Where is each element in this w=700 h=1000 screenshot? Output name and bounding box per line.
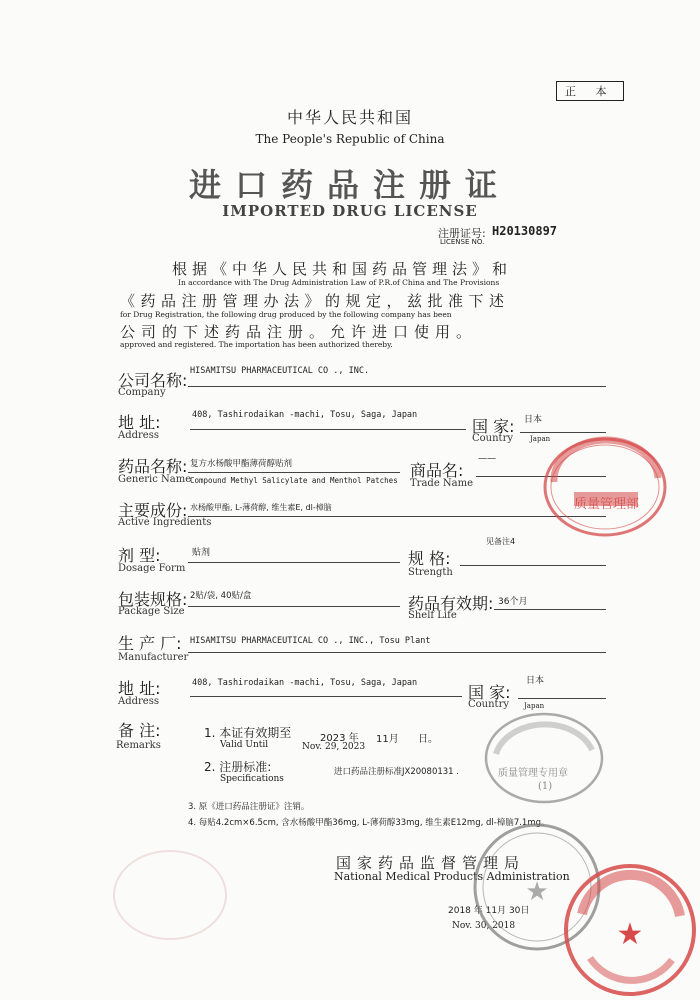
authority-name-zh: 国家药品监督管理局 <box>336 854 526 872</box>
intro-line-1-zh: 根据《中华人民共和国药品管理法》和 <box>172 260 513 278</box>
address-underline <box>190 429 466 430</box>
intro-line-3-zh: 公司的下述药品注册。允许进口使用。 <box>120 323 478 341</box>
package-size-underline <box>188 606 400 607</box>
shelf-life-label-en: Shelf Life <box>408 610 457 621</box>
country-value-zh: 日本 <box>524 415 543 425</box>
svg-text:★: ★ <box>525 877 549 907</box>
company-underline <box>188 386 606 387</box>
manufacturer-address-underline <box>190 696 462 697</box>
remark-1-label: 1. 本证有效期至 <box>204 726 292 740</box>
stamp-2-center-text: 质量管理专用章 <box>498 768 568 779</box>
faint-ghost-stamp <box>110 845 230 945</box>
company-value: HISAMITSU PHARMACEUTICAL CO ., INC. <box>190 366 370 376</box>
issue-date-zh: 2018 年 11月 30日 <box>448 906 530 916</box>
remark-1-month: 11月 <box>376 734 399 745</box>
remarks-label-zh: 备 注: <box>118 721 161 740</box>
address-label-zh: 地 址: <box>118 413 161 432</box>
remark-3: 3. 原《进口药品注册证》注销。 <box>188 802 310 812</box>
country-label-zh: 国 家: <box>472 417 515 436</box>
remark-2-label-en: Specifications <box>220 774 284 784</box>
license-no-label-en: LICENSE NO. <box>440 238 485 246</box>
stamp-1-center-text: 质量管理部 <box>574 497 640 512</box>
trade-name-label-en: Trade Name <box>410 478 474 489</box>
package-size-label-zh: 包装规格: <box>118 590 188 609</box>
remarks-label-en: Remarks <box>116 740 161 751</box>
manufacturer-address-label-zh: 地 址: <box>118 679 161 698</box>
remark-4: 4. 每贴4.2cm×6.5cm, 含水杨酸甲酯36mg, L-薄荷醇33mg, 维生素E12mg, dl-樟脑7.1mg。 <box>188 818 550 828</box>
svg-text:★: ★ <box>616 917 644 952</box>
active-ingredients-value: 水杨酸甲酯, L-薄荷醇, 维生素E, dl-樟脑 <box>190 503 332 512</box>
strength-label-zh: 规 格: <box>408 549 451 568</box>
manufacturer-label-zh: 生 产 厂: <box>118 634 182 653</box>
intro-line-1-en: In accordance with The Drug Administration Law of P.R.of China and The Provisions <box>178 278 500 287</box>
package-size-value: 2贴/袋, 40贴/盒 <box>190 591 252 601</box>
intro-line-3-en: approved and registered. The importation has been authorized thereby. <box>120 340 393 349</box>
country-title-en: The People's Republic of China <box>255 132 445 146</box>
remark-1-label-en: Valid Until <box>220 740 269 750</box>
country-value-en: Japan <box>530 435 551 443</box>
dosage-form-label-en: Dosage Form <box>118 563 186 574</box>
authority-name-en: National Medical Products Administration <box>334 870 570 883</box>
manufacturer-country-value-en: Japan <box>524 702 545 710</box>
generic-name-label-en: Generic Name <box>118 474 192 485</box>
trade-name-value: —— <box>478 454 496 464</box>
company-label-zh: 公司名称: <box>118 371 188 390</box>
generic-name-label-zh: 药品名称: <box>118 457 188 476</box>
license-number: H20130897 <box>492 224 558 238</box>
country-label-en: Country <box>472 433 514 444</box>
manufacturer-value: HISAMITSU PHARMACEUTICAL CO ., INC., Tosu Plant <box>190 636 431 646</box>
company-round-stamp-red <box>560 858 700 1000</box>
package-size-label-en: Package Size <box>118 606 185 617</box>
manufacturer-country-label-en: Country <box>468 699 510 710</box>
manufacturer-address-value: 408, Tashirodaikan -machi, Tosu, Saga, Japan <box>192 678 418 688</box>
strength-underline <box>460 565 606 566</box>
intro-line-2-zh: 《药品注册管理办法》的规定，兹批准下述 <box>120 292 510 310</box>
country-title-zh: 中华人民共和国 <box>286 108 413 127</box>
manufacturer-label-en: Manufacturer <box>118 652 189 663</box>
strength-label-en: Strength <box>408 567 453 578</box>
remark-1-date-en: Nov. 29, 2023 <box>302 742 366 752</box>
trade-name-label-zh: 商品名: <box>410 461 464 480</box>
active-ingredients-label-zh: 主要成份: <box>118 501 188 520</box>
dosage-form-value: 贴剂 <box>192 548 211 558</box>
dosage-form-label-zh: 剂 型: <box>118 546 161 565</box>
strength-value: 见备注4 <box>486 537 516 546</box>
shelf-life-underline <box>494 609 606 610</box>
address-label-en: Address <box>118 430 159 441</box>
remark-1-year: 2023 年 <box>320 733 359 744</box>
shelf-life-label-zh: 药品有效期: <box>408 594 494 613</box>
company-label-en: Company <box>118 387 166 398</box>
generic-name-underline <box>188 472 400 473</box>
manufacturer-country-underline <box>518 698 606 699</box>
active-ingredients-label-en: Active Ingredients <box>118 517 212 528</box>
remark-1-day: 日。 <box>418 734 438 745</box>
stamp-2-number: (1) <box>538 781 553 792</box>
address-value: 408, Tashirodaikan -machi, Tosu, Saga, Japan <box>192 410 418 420</box>
shelf-life-value: 36个月 <box>498 597 528 607</box>
manufacturer-address-label-en: Address <box>118 696 159 707</box>
manufacturer-underline <box>188 652 606 653</box>
remark-2-value: 进口药品注册标准JX20080131 . <box>334 767 459 777</box>
quality-dept-stamp-red <box>540 432 670 542</box>
manufacturer-country-label-zh: 国 家: <box>468 683 511 702</box>
generic-name-value-zh: 复方水杨酸甲酯薄荷醇贴剂 <box>190 459 293 469</box>
manufacturer-country-value-zh: 日本 <box>526 676 545 686</box>
license-no-label: 注册证号: <box>438 227 486 240</box>
issue-date-en: Nov. 30, 2018 <box>452 921 516 931</box>
document-title-zh: 进口药品注册证 <box>188 166 511 204</box>
intro-line-2-en: for Drug Registration, the following drug produced by the following company has been <box>120 310 452 319</box>
remark-2-label: 2. 注册标准: <box>204 760 272 774</box>
document-title-en: IMPORTED DRUG LICENSE <box>222 202 478 220</box>
original-copy-stamp: 正 本 <box>556 81 624 101</box>
dosage-form-underline <box>188 562 400 563</box>
generic-name-value-en: Compound Methyl Salicylate and Menthol Patches <box>190 476 398 485</box>
